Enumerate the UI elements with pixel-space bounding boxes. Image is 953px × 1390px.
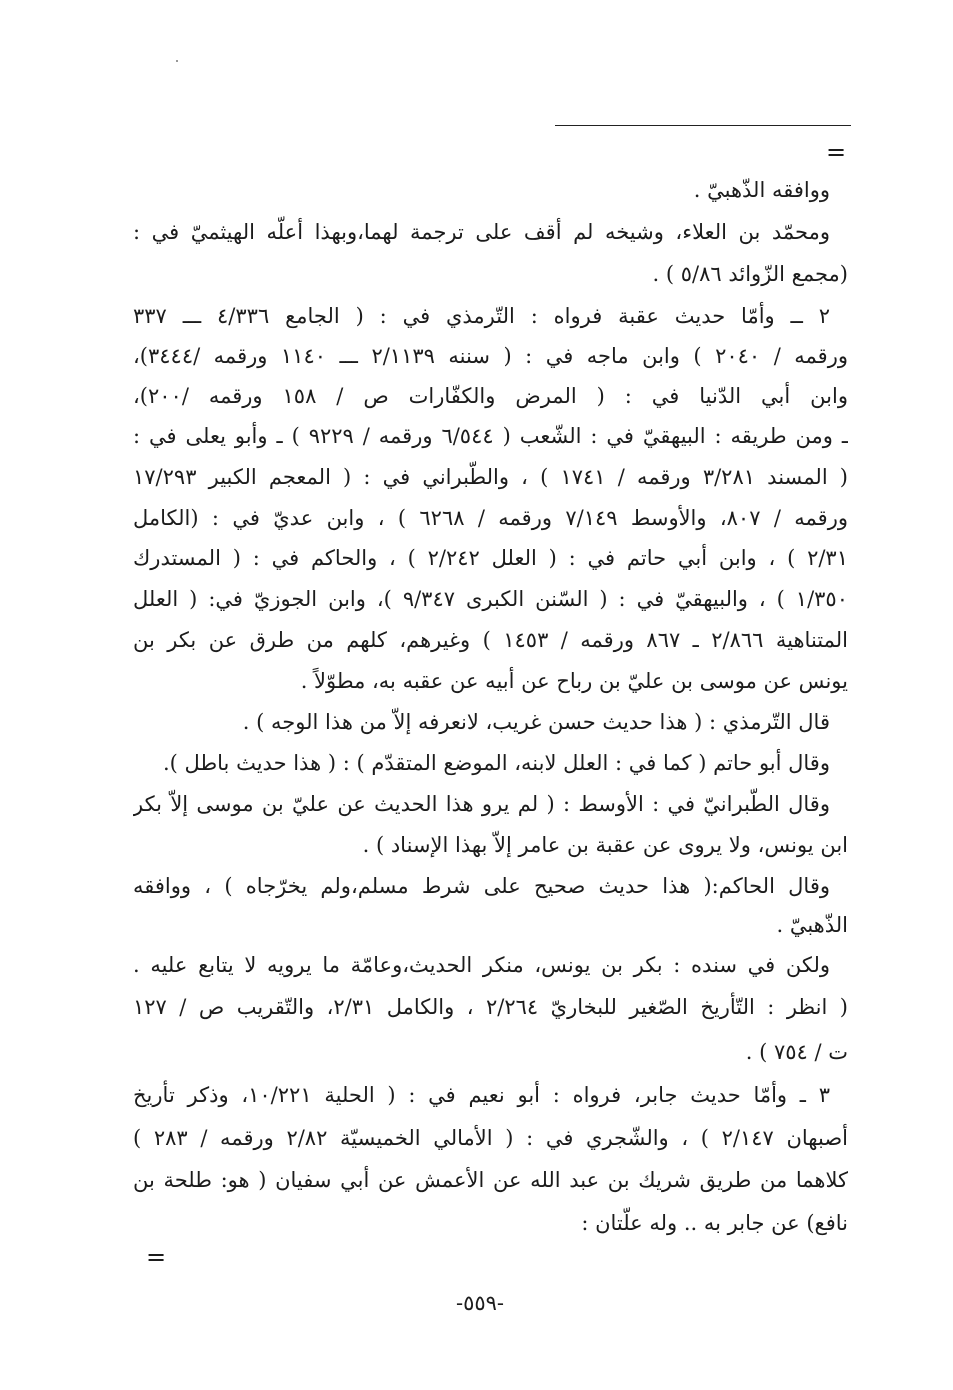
scan-speck <box>176 60 178 62</box>
text-line-21: ( انظر : التّأريخ الصّغير للبخاريّ ٢/٢٦٤ ، والكامل ٢/٣١، والتّقريب ص / ١٢٧ <box>133 995 848 1019</box>
text-line-16: وقال الطّبرانيّ في : الأوسط : ( لم يرو هذا الحديث عن عليّ بن موسى إلاّ بكر <box>133 792 830 816</box>
text-line-2: ومحمّد بن العلاء، وشيخه لم أقف على ترجمة لهما،وبهذا أعلّه الهيثميّ في : <box>133 220 830 244</box>
text-line-22: ت / ٧٥٤ ) . <box>745 1040 848 1064</box>
text-line-26: نافع) عن جابر به .. وله علّتان : <box>581 1211 848 1235</box>
text-line-5: ورقمه / ٢٠٤٠ ) وابن ماجه في : ( سننه ٢/١١٣٩ ـــ ١١٤٠ ورقمه /٣٤٤٤)، <box>133 344 848 368</box>
text-line-18: وقال الحاكم:( هذا حديث صحيح على شرط مسلم،ولم يخرّجاه ) ، ووافقه <box>133 874 830 898</box>
text-line-24: أصبهان ٢/١٤٧ ) ، والشّجري في : ( الأمالي الخميسيّة ٢/٨٢ ورقمه / ٢٨٣ ) <box>133 1126 848 1150</box>
text-line-11: ١/٣٥٠ ) ، والبيهقيّ في : ( السّنن الكبرى ٩/٣٤٧ )، وابن الجوزيّ في: ( العلل <box>133 587 848 611</box>
continuation-mark-bottom: = <box>146 1243 167 1271</box>
text-line-23: ٣ ـ وأمّا حديث جابر، فرواه : أبو نعيم في : ( الحلية ١٠/٢٢١، وذكر تأريخ <box>133 1083 830 1107</box>
text-line-19: الذّهبيّ . <box>776 913 848 937</box>
text-line-13: يونس عن موسى بن عليّ بن رباح عن أبيه عن عقبه به، مطوّلاً . <box>300 669 848 693</box>
text-line-8: ( المسند ٣/٢٨١ ورقمه / ١٧٤١ ) ، والطّبراني في : ( المعجم الكبير ١٧/٢٩٣ <box>133 465 848 489</box>
text-line-4: ٢ ــ وأمّا حديث عقبة فرواه : التّرمذي في : ( الجامع ٤/٣٣٦ ـــ ٣٣٧ <box>133 304 830 328</box>
text-line-9: ورقمه / ٨٠٧، والأوسط ٧/١٤٩ ورقمه / ٦٢٦٨ ) ، وابن عديّ في : (الكامل <box>133 506 848 530</box>
text-line-10: ٢/٣١ ) ، وابن أبي حاتم في : ( العلل ٢/٢٤٢ ) ، والحاكم في : ( المستدرك <box>133 546 848 570</box>
continuation-mark-top: = <box>826 138 847 166</box>
text-line-3: (مجمع الزّوائد ٥/٨٦ ) . <box>652 262 848 286</box>
text-line-17: ابن يونس، ولا يروى عن عقبة بن عامر إلاّ بهذا الإسناد ) . <box>362 833 848 857</box>
text-line-6: وابن أبي الدّنيا في : ( المرض والكفّارات ص / ١٥٨ ورقمه /٢٠٠)، <box>133 384 848 408</box>
text-line-15: وقال أبو حاتم ( كما في : العلل لابنه، الموضع المتقدّم ) : ( هذا حديث باطل ). <box>163 751 830 775</box>
footnote-separator-rule <box>555 125 851 126</box>
text-line-14: قال التّرمذي : ( هذا حديث حسن غريب، لانعرفه إلاّ من هذا الوجه ) . <box>242 710 830 734</box>
text-line-25: كلاهما من طريق شريك بن عبد الله عن الأعمش عن أبي سفيان ( هو: طلحة بن <box>133 1168 848 1192</box>
text-line-12: المتناهية ٢/٨٦٦ ـ ٨٦٧ ورقمه / ١٤٥٣ ) وغيرهم، كلهم من طرق عن بكر بن <box>133 628 848 652</box>
text-line-7: ـ ومن طريقه : البيهقيّ في : الشّعب ( ٦/٥٤٤ ورقمه / ٩٢٢٩ ) ـ وأبو يعلى في : <box>133 424 848 448</box>
page-number: -٥٥٩- <box>455 1291 505 1315</box>
text-line-20: ولكن في سنده : بكر بن يونس، منكر الحديث،وعامّة ما يرويه لا يتابع عليه . <box>133 953 830 977</box>
text-line-1: ووافقه الذّهبيّ . <box>693 178 830 202</box>
